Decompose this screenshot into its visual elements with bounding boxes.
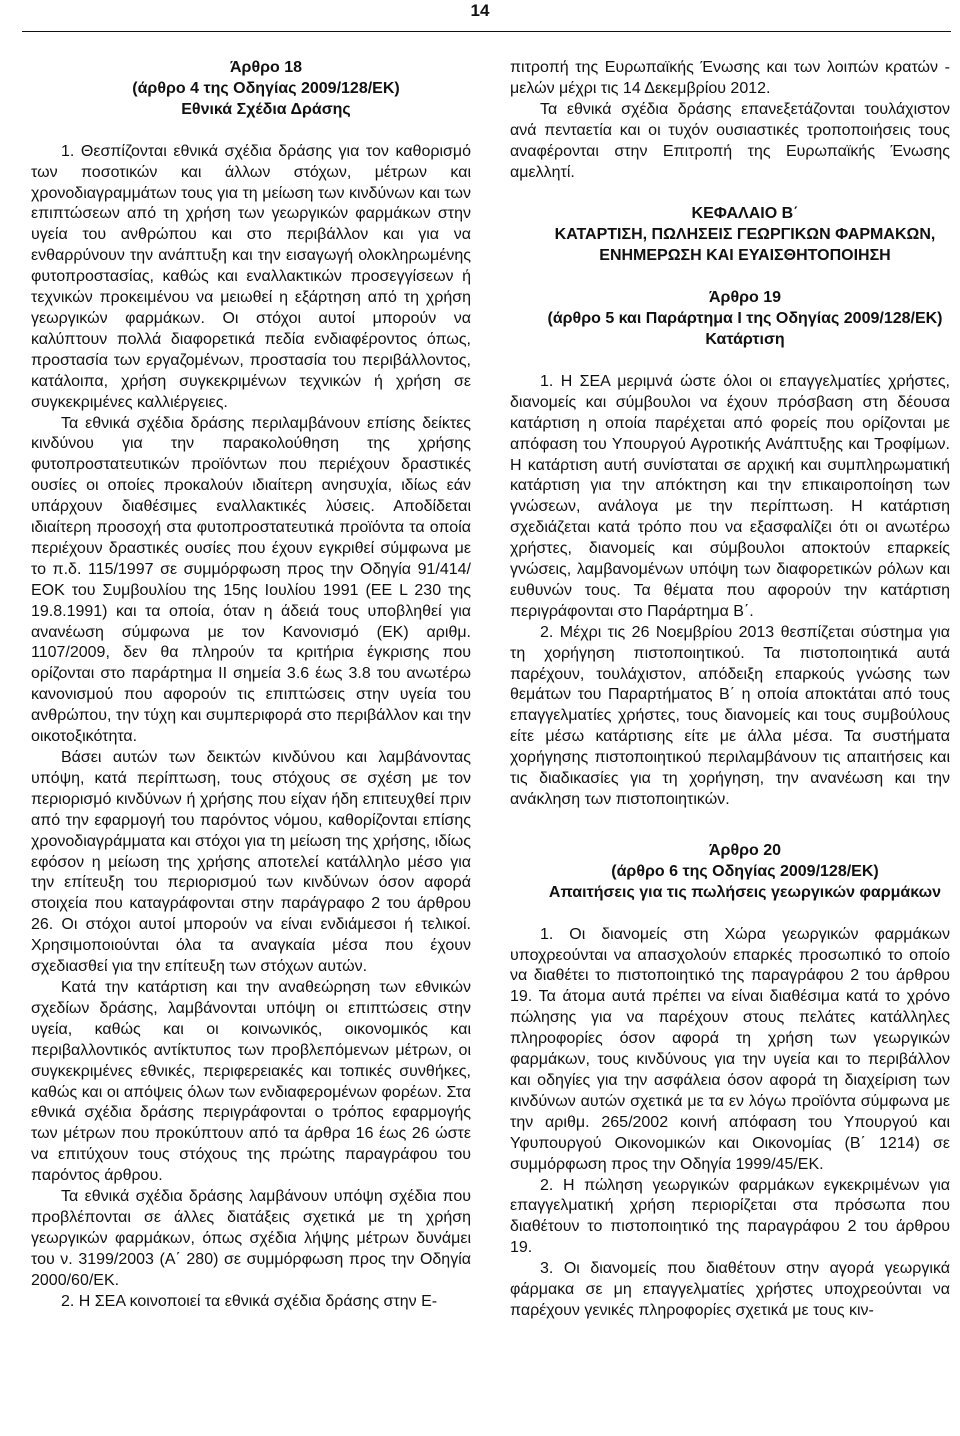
article-18-paragraph: Βάσει αυτών των δεικτών κινδύνου και λαμβάνοντας υπόψη, κατά περίπτωση, τους στόχους σε σχέση με τον περιορισμό κινδύνων ή χρήσης που είχαν ήδη επιτευχθεί πριν από την εφαρμογή του παρόντος νόμου, καθορίζονται επίσης χρονοδιαγράμματα και στόχοι για τη μείωση της χρήσης, ιδίως εφόσον η μείωση της χρήσης αποτελεί κατάλληλο μέσο για την επίτευξη του περιορισμού των κινδύνων όσον αφορά στοιχεία που καταγράφονται στην παράγραφο 2 του άρθρου 26. Οι στόχοι αυτοί μπορούν να είναι ενδιάμεσοι ή τελικοί. Χρησιμοποιούνται όλα τα αναγκαία μέσα που έχουν σχεδιασθεί για την επίτευξη των στόχων αυτών. <box>31 749 471 976</box>
article-18-paragraph: 1. Θεσπίζονται εθνικά σχέδια δράσης για τον καθορισμό των ποσοτικών και άλλων στόχων, μέτρων και χρονοδιαγραμμάτων τους για τη μείωση των κινδύνων και των επιπτώσεων από τη χρήση των γεωργικών φαρμάκων στην υγεία του ανθρώπου και στο περιβάλλον και για να ενθαρρύνουν την ανάπτυξη και την εισαγωγή ολοκληρωμένης φυτοπροστασίας, καθώς και εναλλακτικών προσεγγίσεων ή τεχνικών προκειμένου να μειωθεί η εξάρτηση από τη χρήση γεωργικών φαρμάκων. Οι στόχοι αυτοί μπορούν να καλύπτουν πολλά διαφορετικά πεδία ενδιαφέροντος όπως, προστασία των εργαζομένων, προστασία του περιβάλλοντος, κατάλοιπα, χρήση συγκεκριμένων τεχνικών ή χρήση σε συγκεκριμένες καλλιέργειες. <box>31 142 471 411</box>
header-rule <box>22 31 951 32</box>
article-19-reference: (άρθρο 5 και Παράρτημα Ι της Οδηγίας 2009/128/ΕΚ) <box>547 310 943 328</box>
article-20-reference: (άρθρο 6 της Οδηγίας 2009/128/ΕΚ) <box>611 862 879 880</box>
chapter-subtitle-line-1: ΚΑΤΑΡΤΙΣΗ, ΠΩΛΗΣΕΙΣ ΓΕΩΡΓΙΚΩΝ ΦΑΡΜΑΚΩΝ, <box>554 226 936 244</box>
article-20-paragraph: 1. Οι διανομείς στη Χώρα γεωργικών φαρμάκων υποχρεούνται να απασχολούν επαρκές προσωπικό το οποίο να διαθέτει το πιστοποιητικό της παραγράφου 2 του άρθρου 19. Τα άτομα αυτά πρέπει να είναι διαθέσιμα κατά το χρόνο πώλησης για να παρέχουν στους πελάτες κατάλληλες πληροφορίες όσον αφορά τη χρήση των γεωργικών φαρμάκων, τους κινδύνους για την υγεία και το περιβάλλον και οδηγίες για την ασφάλεια όσον αφορά τη διαχείριση των κινδύνων αυτών σχετικά με τα εν λόγω προϊόντα σύμφωνα με την αριθμ. 265/2002 κοινή απόφαση του Υπουργού και Υφυπουργού Οικονομικών και Οικονομίας (Β΄ 1214) σε συμμόρφωση προς την Οδηγία 1999/45/ΕΚ. <box>510 925 950 1173</box>
article-18-paragraph: Τα εθνικά σχέδια δράσης περιλαμβάνουν επίσης δείκτες κινδύνου για την παρακολούθηση της χρήσης φυτοπροστατευτικών προϊόντων που περιέχουν δραστικές ουσίες οι οποίες προκαλούν ιδιαίτερη ανησυχία, ιδίως εάν υπάρχουν διαθέσιμες εναλλακτικές λύσεις. Αποδίδεται ιδιαίτερη προσοχή στα φυτοπροστατευτικά προϊόντα τα οποία περιέχουν δραστικές ουσίες που έχουν εγκριθεί σύμφωνα με το π.δ. 115/1997 σε συμμόρφωση προς την Οδηγία 91/414/ΕΟΚ του Συμβουλίου της 15ης Ιουλίου 1991 (ΕΕ L 230 της 19.8.1991) και τα οποία, όταν η άδειά τους υποβληθεί για ανανέωση σύμφωνα με τον Κανονισμό (ΕΚ) αριθμ. 1107/2009, δεν θα πληρούν τα κριτήρια έγκρισης που ορίζονται στο παράρτημα ΙΙ σημεία 3.6 έως 3.8 του ανωτέρω κανονισμού που αφορούν τις επιπτώσεις στην υγεία του ανθρώπου, την τύχη και συμπεριφορά στο περιβάλλον και την οικοτοξικότητα. <box>31 414 471 746</box>
article-18-paragraph: 2. Η ΣΕΑ κοινοποιεί τα εθνικά σχέδια δράσης στην Ε- <box>61 1292 438 1310</box>
article-19-title: Άρθρο 19 <box>708 289 781 307</box>
article-20-title: Άρθρο 20 <box>708 841 781 859</box>
article-18-reference: (άρθρο 4 της Οδηγίας 2009/128/ΕΚ) <box>132 79 400 97</box>
right-column <box>510 58 950 1322</box>
article-18-title: Άρθρο 18 <box>229 59 302 76</box>
article-20-paragraph: 3. Οι διανομείς που διαθέτουν στην αγορά γεωργικά φάρμακα σε μη επαγγελματίες χρήστες υποχρεούνται να παρέχουν γενικές πληροφορίες σχετικά με τους κιν- <box>510 1260 950 1319</box>
article-20-paragraph: 2. Η πώληση γεωργικών φαρμάκων εγκεκριμένων για επαγγελματική χρήση περιορίζεται στα πρόσωπα που διαθέτουν το πιστοποιητικό της παραγράφου 2 του άρθρου 19. <box>510 1176 950 1257</box>
page-number: 14 <box>470 1 490 20</box>
article-20-subtitle: Απαιτήσεις για τις πωλήσεις γεωργικών φαρμάκων <box>548 883 942 901</box>
article-19-subtitle: Κατάρτιση <box>705 330 785 348</box>
article-18-paragraph: Κατά την κατάρτιση και την αναθεώρηση των εθνικών σχεδίων δράσης, λαμβάνονται υπόψη οι επιπτώσεις στην υγεία, καθώς και οι κοινωνικός, οικονομικός και περιβαλλοντικός αντίκτυπος των προβλεπόμενων μέτρων, οι συγκεκριμένες εθνικές, περιφερειακές και τοπικές συνθήκες, καθώς και οι απόψεις όλων των ενδιαφερομένων φορέων. Στα εθνικά σχέδια δράσης περιγράφονται ο τρόπος εφαρμογής των μέτρων που προκύπτουν από τα άρθρα 16 έως 26 ώστε να επιτύχουν τους στόχους της πρώτης παραγράφου του παρόντος άρθρου. <box>31 978 471 1185</box>
article-19-paragraph: 1. Η ΣΕΑ μεριμνά ώστε όλοι οι επαγγελματίες χρήστες, διανομείς και σύμβουλοι να έχουν πρόσβαση στη δέουσα κατάρτιση η οποία παρέχεται από φορείς που ορίζονται με απόφαση του Υπουργού Αγροτικής Ανάπτυξης και Τροφίμων. Η κατάρτιση αυτή συνίσταται σε αρχική και συμπληρωματική κατάρτιση για την απόκτηση και την επικαιροποίηση των γνώσεων, ανάλογα με την περίπτωση. Η κατάρτιση σχεδιάζεται κατά τρόπο που να εξασφαλίζει ότι οι ανωτέρω χρήστες, διανομείς και σύμβουλοι αποκτούν επαρκείς γνώσεις, λαμβανομένων υπόψη των διαφορετικών ρόλων και ευθυνών τους. Τα θέματα που αφορούν την κατάρτιση περιγράφονται στο Παράρτημα Β΄. <box>510 372 950 620</box>
article-18-subtitle: Εθνικά Σχέδια Δράσης <box>181 100 351 118</box>
continuation-paragraph: Τα εθνικά σχέδια δράσης επανεξετάζονται τουλάχιστον ανά πενταετία και οι τυχόν ουσιαστικές τροποποιήσεις τους αναφέρονται στην Επιτροπή της Ευρωπαϊκής Ένωσης αμελλητί. <box>510 100 950 181</box>
article-18-paragraph: Τα εθνικά σχέδια δράσης λαμβάνουν υπόψη σχέδια που προβλέπονται σε άλλες διατάξεις σχετικά με τη χρήση γεωργικών φαρμάκων, όπως σχέδια λήψης μέτρων δυνάμει του ν. 3199/2003 (Α΄ 280) σε συμμόρφωση προς την Οδηγία 2000/60/ΕΚ. <box>31 1188 471 1289</box>
left-column <box>31 58 471 1312</box>
continuation-text: πιτροπή της Ευρωπαϊκής Ένωσης και των λοιπών κρατών - μελών μέχρι τις 14 Δεκεμβρίου 2012. <box>510 59 950 97</box>
chapter-title: ΚΕΦΑΛΑΙΟ Β΄ <box>691 205 799 223</box>
chapter-subtitle-line-2: ΕΝΗΜΕΡΩΣΗ ΚΑΙ ΕΥΑΙΣΘΗΤΟΠΟΙΗΣΗ <box>599 247 891 265</box>
article-19-paragraph: 2. Μέχρι τις 26 Νοεμβρίου 2013 θεσπίζεται σύστημα για τη χορήγηση πιστοποιητικού. Τα πιστοποιητικά αυτά παρέχουν, τουλάχιστον, απόδειξη επαρκούς γνώσης των θεμάτων του Παραρτήματος Β΄ η οποία αποκτάται από τους επαγγελματίες χρήστες, τους διανομείς και τους συμβούλους είτε μέσω κατάρτισης είτε με άλλα μέσα. Τα συστήματα χορήγησης πιστοποιητικού περιλαμβάνουν τις απαιτήσεις και τις διαδικασίες για τη χορήγηση, την ανανέωση και την ανάκληση των πιστοποιητικών. <box>510 623 950 808</box>
